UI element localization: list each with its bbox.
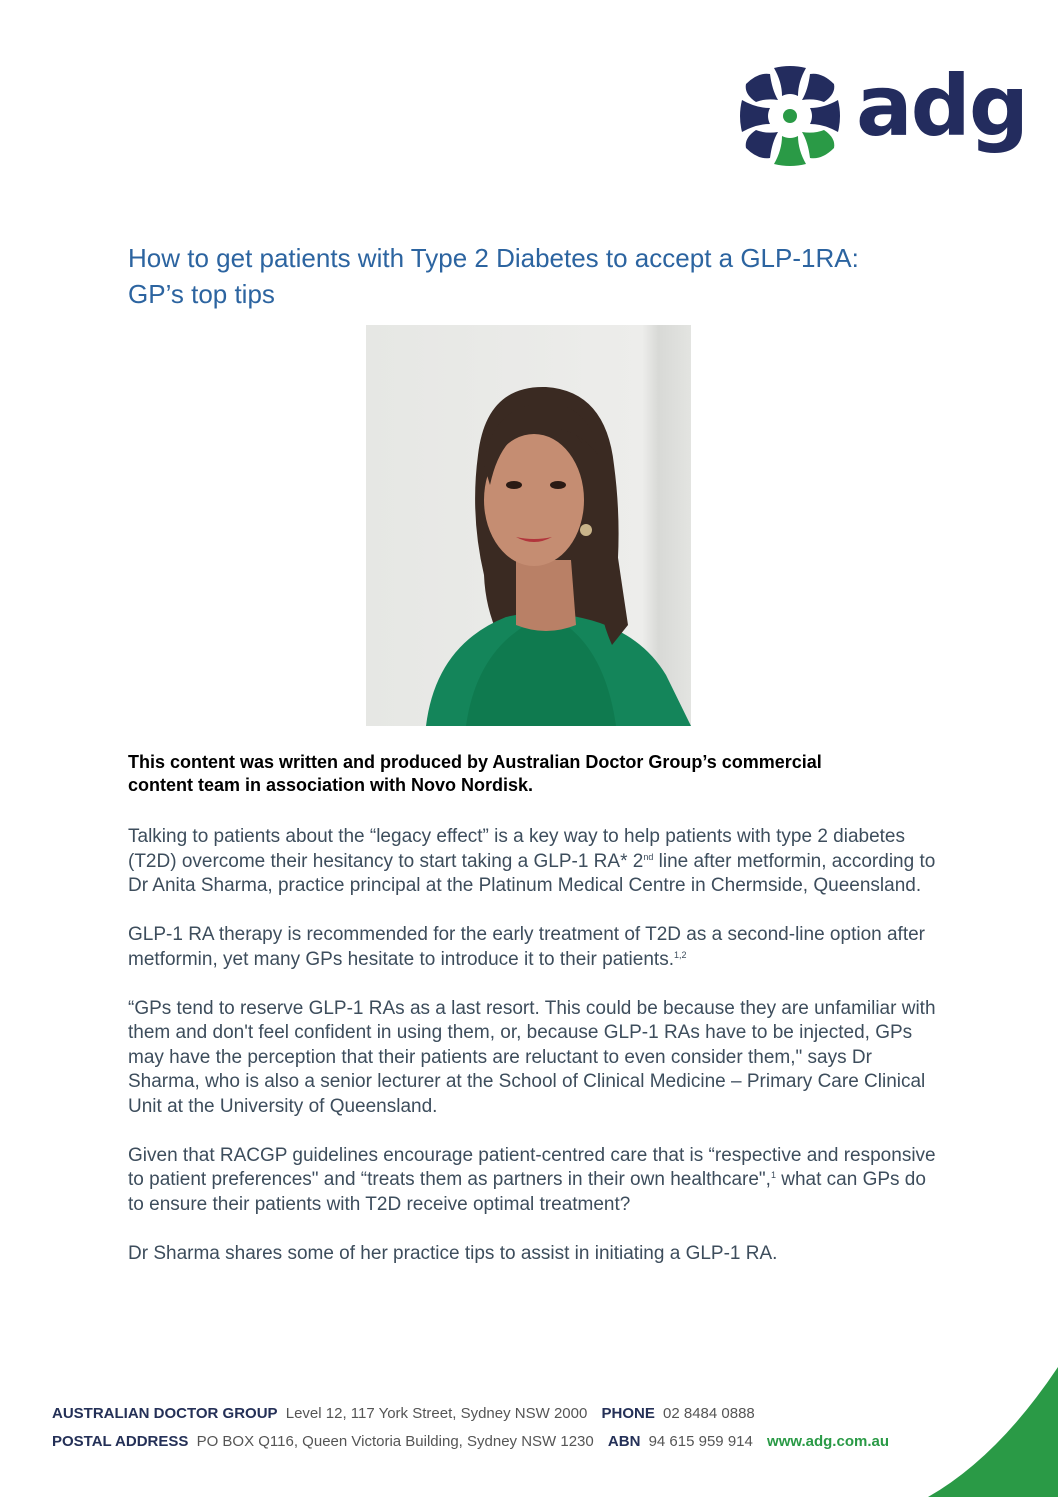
page-footer <box>52 1400 952 1456</box>
footer-phone-value: 02 8484 0888 <box>663 1405 755 1422</box>
paragraph-1-text-a: Talking to patients about the “legacy effect” is a key way to help patients with type 2 diabetes (T2D) overcome their hesitancy to start taking a GLP-1 RA* 2 <box>128 826 905 872</box>
footer-website-link[interactable]: www.adg.com.au <box>767 1433 889 1450</box>
footer-phone-label: PHONE <box>601 1405 655 1422</box>
article-title <box>128 240 988 312</box>
portrait-photo <box>366 325 691 726</box>
footer-row-2 <box>52 1428 952 1456</box>
adg-cross-icon <box>738 64 842 168</box>
reference-marker-1-2: 1,2 <box>673 949 687 960</box>
green-corner-swoosh <box>908 1367 1058 1497</box>
sponsor-disclaimer <box>128 751 938 797</box>
article-body <box>128 751 938 1291</box>
paragraph-2-text: GLP-1 RA therapy is recommended for the early treatment of T2D as a second-line option after metformin, yet many GPs hesitate to introduce it to their patients. <box>128 924 925 970</box>
footer-postal-value: PO BOX Q116, Queen Victoria Building, Sydney NSW 1230 <box>196 1433 594 1450</box>
paragraph-5: Dr Sharma shares some of her practice tips to assist in initiating a GLP-1 RA. <box>128 1242 778 1264</box>
reference-marker-1: 1 <box>770 1170 776 1180</box>
footer-abn-label: ABN <box>607 1433 641 1450</box>
paragraph-4-text-a: Given that RACGP guidelines encourage patient-centred care that is “respective and responsive to patient preferences" and “treats them as partners in their own healthcare", <box>128 1144 936 1190</box>
disclaimer-line-1: This content was written and produced by Australian Doctor Group’s commercial <box>128 752 822 772</box>
footer-abn-value: 94 615 959 914 <box>648 1433 753 1450</box>
footer-postal-label: POSTAL ADDRESS <box>52 1433 189 1450</box>
paragraph-1-text-b: line after metformin, according to Dr Anita Sharma, practice principal at the Platinum Medical Centre in Chermside, Queensland. <box>128 850 936 896</box>
footer-org-label: AUSTRALIAN DOCTOR GROUP <box>52 1405 278 1422</box>
disclaimer-line-2: content team in association with Novo Nordisk. <box>128 775 534 795</box>
title-line-2: GP’s top tips <box>128 279 275 309</box>
portrait-photo-icon <box>366 325 691 726</box>
adg-logo <box>738 57 1027 168</box>
paragraph-4-text-b: what can GPs do to ensure their patients with T2D receive optimal treatment? <box>128 1169 926 1215</box>
logo-wordmark: adg <box>856 57 1027 155</box>
paragraph-4 <box>128 1144 938 1218</box>
paragraph-2 <box>128 923 938 972</box>
corner-swoosh-icon <box>908 1367 1058 1497</box>
paragraph-1 <box>128 825 938 899</box>
title-line-1: How to get patients with Type 2 Diabetes to accept a GLP-1RA: <box>128 243 859 273</box>
footer-org-address: Level 12, 117 York Street, Sydney NSW 2000 <box>285 1405 588 1422</box>
paragraph-3: “GPs tend to reserve GLP-1 RAs as a last resort. This could be because they are unfamiliar with them and don't feel confident in using them, or, because GLP-1 RAs have to be injected, GPs may have the perception that their patients are reluctant to even consider them," says Dr Sharma, who is also a senior lecturer at the School of Clinical Medicine – Primary Care Clinical Unit at the University of Queensland. <box>128 997 936 1117</box>
footer-row-1 <box>52 1400 952 1428</box>
superscript-nd: nd <box>643 851 654 862</box>
